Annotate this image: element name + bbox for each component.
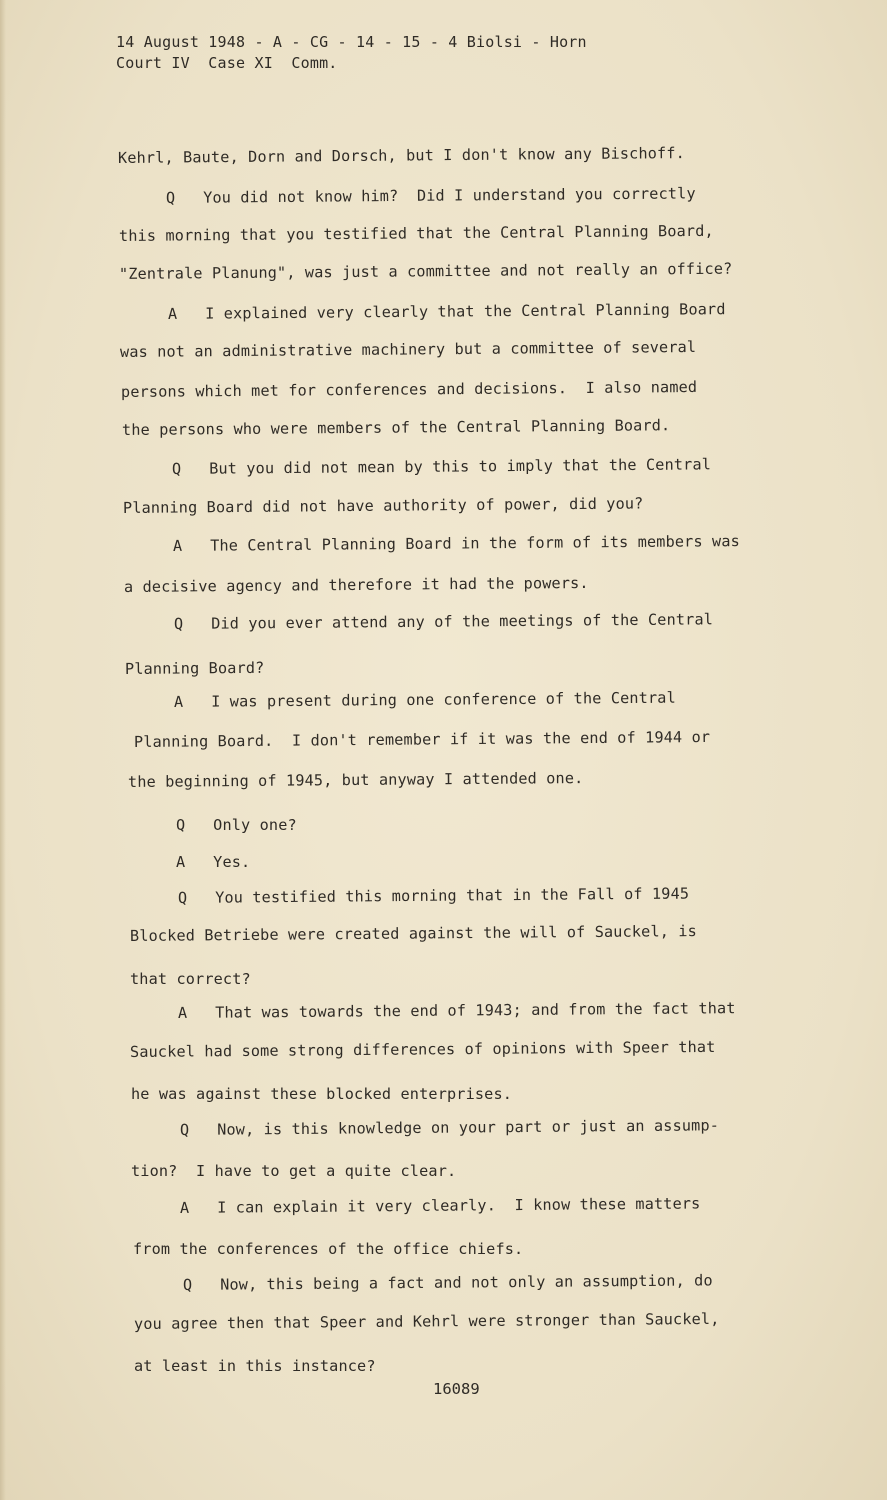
transcript-line: Kehrl, Baute, Dorn and Dorsch, but I don't know any Bischoff. — [117, 144, 685, 167]
page-number: 16089 — [433, 1380, 480, 1398]
transcript-line: Q Only one? — [176, 816, 297, 834]
transcript-line: Q Did you ever attend any of the meetings of the Central — [173, 610, 714, 633]
transcript-line: Q Now, is this knowledge on your part or just an assump- — [179, 1116, 720, 1139]
transcript-line: he was against these blocked enterprises. — [131, 1085, 513, 1103]
transcript-line: a decisive agency and therefore it had the powers. — [123, 573, 589, 596]
transcript-line: Q You testified this morning that in the Fall of 1945 — [177, 884, 690, 907]
transcript-line: the beginning of 1945, but anyway I attended one. — [127, 769, 584, 791]
transcript-line: A I can explain it very clearly. I know these matters — [179, 1194, 701, 1217]
transcript-line: A I was present during one conference of the Central — [173, 688, 676, 711]
transcript-line: "Zentrale Planung", was just a committee and not really an office? — [118, 259, 733, 283]
transcript-line: Q You did not know him? Did I understand you correctly — [165, 184, 696, 207]
transcript-line: Planning Board? — [124, 658, 265, 678]
transcript-line: A Yes. — [176, 853, 251, 871]
transcript-line: A The Central Planning Board in the form of its members was — [172, 532, 740, 555]
transcript-line: A I explained very clearly that the Central Planning Board — [167, 300, 726, 323]
transcript-line: at least in this instance? — [134, 1357, 376, 1375]
transcript-line: persons which met for conferences and decisions. I also named — [120, 377, 698, 401]
header-line-2: Court IV Case XI Comm. — [116, 54, 338, 72]
transcript-line: A That was towards the end of 1943; and from the fact that — [177, 999, 736, 1022]
transcript-line: Q But you did not mean by this to imply that the Central — [171, 455, 712, 478]
transcript-line: Planning Board. I don't remember if it was the end of 1944 or — [133, 727, 711, 751]
transcript-line: tion? I have to get a quite clear. — [131, 1162, 457, 1180]
transcript-line: the persons who were members of the Central Planning Board. — [121, 416, 671, 439]
transcript-line: Planning Board did not have authority of power, did you? — [122, 494, 644, 517]
transcript-line: Q Now, this being a fact and not only an assumption, do — [182, 1271, 713, 1294]
transcript-line: Sauckel had some strong differences of opinions with Speer that — [129, 1037, 716, 1061]
transcript-line: was not an administrative machinery but a committee of several — [119, 337, 697, 361]
header-line-1: 14 August 1948 - A - CG - 14 - 15 - 4 Biolsi - Horn — [116, 33, 587, 51]
document-header — [116, 32, 587, 74]
transcript-line: from the conferences of the office chiefs. — [133, 1240, 524, 1258]
transcript-line: you agree then that Speer and Kehrl were stronger than Sauckel, — [133, 1309, 720, 1333]
transcript-line: that correct? — [130, 970, 251, 988]
transcript-line: Blocked Betriebe were created against the will of Sauckel, is — [129, 922, 697, 945]
transcript-line: this morning that you testified that the Central Planning Board, — [118, 221, 714, 245]
